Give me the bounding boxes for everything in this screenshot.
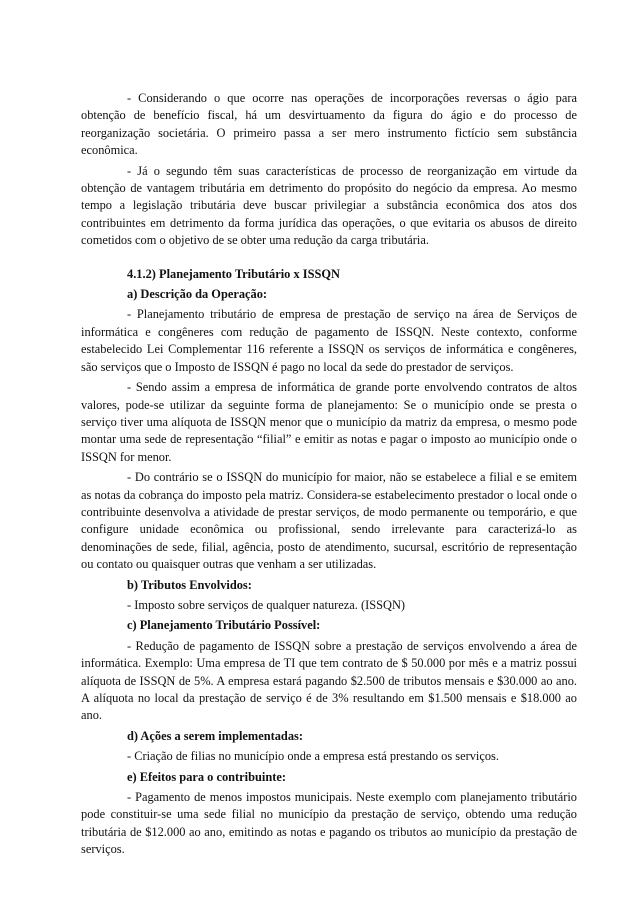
paragraph-descricao-3: - Do contrário se o ISSQN do município for maior, não se estabelece a filial e se emitem as notas da cobrança do imposto pela matriz. Considera-se estabelecimento prestador o local onde o contribuinte desenvolva a atividade de prestar serviços, de modo permanente ou temporário, e que configure unidade econômica ou profissional, sendo irrelevante para caracterizá-lo as denominações de sede, filial, agência, posto de atendimento, sucursal, escritório de representação ou contato ou quaisquer outras que venham a ser utilizadas. [81,470,577,572]
paragraph-reorganizacao: - Já o segundo têm suas características de processo de reorganização em virtude da obtenção de vantagem tributária em detrimento do propósito do negócio da empresa. Ao mesmo tempo a legislação tributária deve buscar privilegiar a substância econômica dos atos dos contribuintes em detrimento da forma jurídica das operações, o que evitaria os abusos de direito cometidos com o objetivo de se obter uma redução da carga tributária. [81,163,577,248]
heading-tributos-envolvidos: b) Tributos Envolvidos: [127,577,252,592]
heading-efeitos: e) Efeitos para o contribuinte: [127,769,286,784]
heading-acoes: d) Ações a serem implementadas: [127,728,303,743]
paragraph-tributos: - Imposto sobre serviços de qualquer natureza. (ISSQN) [127,597,406,612]
paragraph-descricao-2: - Sendo assim a empresa de informática de grande porte envolvendo contratos de altos valores, pode-se utilizar da seguinte forma de planejamento: Se o município onde se presta o serviço tiver uma alíquota de ISSQN menor que o município da matriz da empresa, o mesmo pode montar uma sede de representação “filial” e emitir as notas e pagar o imposto ao município onde o ISSQN for menor. [81,380,577,464]
paragraph-acoes: - Criação de filias no município onde a empresa está prestando os serviços. [127,749,499,764]
paragraph-efeitos: - Pagamento de menos impostos municipais. Neste exemplo com planejamento tributário pode constituir-se uma sede filial no município da prestação de serviço, obtendo uma redução tributária de $12.000 ao ano, emitindo as notas e pagando os tributos ao município da prestação de serviços. [81,790,577,857]
heading-planejamento-possivel: c) Planejamento Tributário Possível: [127,618,321,633]
paragraph-agio-incorporacao: - Considerando o que ocorre nas operações de incorporações reversas o ágio para obtenção de benefício fiscal, há um desvirtuamento da figura do ágio e do processo de reorganização societária. O primeiro passa a ser mero instrumento fictício sem substância econômica. [81,91,577,158]
paragraph-planejamento: - Redução de pagamento de ISSQN sobre a prestação de serviços envolvendo a área de informática. Exemplo: Uma empresa de TI que tem contrato de $ 50.000 por mês e a matriz possui alíquota de ISSQN de 5%. A empresa estará pagando $2.500 de tributos mensais e $30.000 ao ano. A alíquota no local da prestação de serviço é de 3% resultando em $1.500 mensais e $18.000 ao ano. [81,638,577,723]
paragraph-descricao-1: - Planejamento tributário de empresa de prestação de serviço na área de Serviços de informática e congêneres com redução de pagamento de ISSQN. Neste contexto, conforme estabelecido Lei Complementar 116 referente a ISSQN os serviços de informática e congêneres, são serviços que o Imposto de ISSQN é pago no local da sede do prestador de serviços. [81,307,577,374]
heading-descricao-operacao: a) Descrição da Operação: [127,287,268,302]
section-title: 4.1.2) Planejamento Tributário x ISSQN [127,266,340,281]
